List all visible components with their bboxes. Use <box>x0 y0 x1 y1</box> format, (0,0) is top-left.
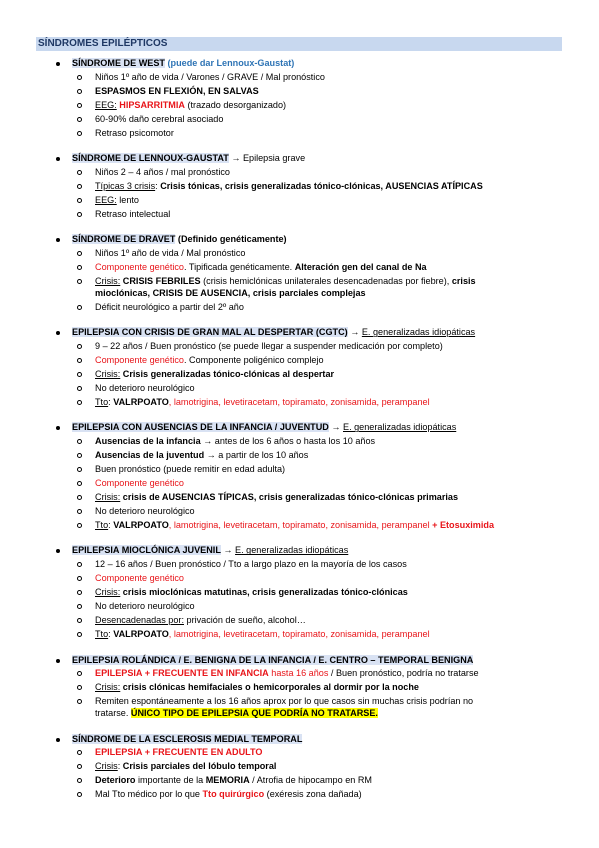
list-item <box>72 248 599 260</box>
list-item <box>72 341 599 353</box>
list-item <box>72 167 599 179</box>
text-run: No deterioro neurológico <box>95 601 195 612</box>
text-run: : <box>117 761 123 772</box>
circle-bullet-icon <box>77 671 82 676</box>
list-item <box>72 747 599 759</box>
circle-bullet-icon <box>77 400 82 405</box>
bullet-icon <box>56 549 60 553</box>
syndrome-section <box>0 734 599 802</box>
circle-bullet-icon <box>77 509 82 514</box>
circle-bullet-icon <box>77 358 82 363</box>
section-items <box>72 248 599 314</box>
item-text <box>95 195 495 207</box>
text-run: EPILEPSIA + FRECUENTE EN INFANCIA <box>95 668 269 679</box>
text-run: Componente genético <box>95 478 184 489</box>
text-run: , lamotrigina, levetiracetam, topiramato, zonisamida, perampanel <box>168 520 433 531</box>
bullet-icon <box>56 157 60 161</box>
syndrome-section <box>0 58 599 140</box>
page-title: SÍNDROMES EPILÉPTICOS <box>36 37 562 51</box>
text-run: (crisis hemiclónicas unilaterales desencadenadas por fiebre), <box>200 276 452 287</box>
item-text <box>95 128 495 140</box>
text-run: crisis mioclónicas matutinas, crisis generalizadas tónico-clónicas <box>122 587 408 598</box>
item-text <box>95 696 495 720</box>
section-heading <box>72 58 599 70</box>
list-item <box>72 761 599 773</box>
list-item <box>72 573 599 585</box>
circle-bullet-icon <box>77 604 82 609</box>
text-run: Crisis: <box>95 276 121 287</box>
section-heading-text: SÍNDROME DE LA ESCLEROSIS MEDIAL TEMPORAL <box>72 733 303 744</box>
list-item <box>72 209 599 221</box>
item-text <box>95 668 495 680</box>
section-items <box>72 341 599 409</box>
text-run: Crisis: <box>95 587 121 598</box>
text-run: : <box>155 180 161 191</box>
text-run: 12 – 16 años / Buen pronóstico / Tto a largo plazo en la mayoría de los casos <box>95 559 407 570</box>
item-text <box>95 789 495 801</box>
text-run: Tto <box>95 520 109 531</box>
classification-note: E. generalizadas idiopáticas <box>235 545 349 556</box>
circle-bullet-icon <box>77 467 82 472</box>
syndrome-section <box>0 545 599 641</box>
text-run: 9 – 22 años / Buen pronóstico (se puede llegar a suspender medicación por completo) <box>95 341 443 351</box>
circle-bullet-icon <box>77 344 82 349</box>
section-heading <box>72 234 599 246</box>
text-run: Componente genético <box>95 573 184 584</box>
text-run: Tto quirúrgico <box>202 789 265 800</box>
item-text <box>95 682 495 694</box>
text-run: : <box>108 629 114 640</box>
section-heading-text: SÍNDROME DE DRAVET <box>72 234 176 245</box>
item-text <box>95 369 495 381</box>
bullet-icon <box>56 738 60 742</box>
list-item <box>72 520 599 532</box>
section-items <box>72 72 599 140</box>
list-item <box>72 436 599 448</box>
section-heading <box>72 545 599 557</box>
item-text <box>95 587 495 599</box>
item-text <box>95 775 495 787</box>
text-run: → a partir de los 10 años <box>204 450 309 461</box>
circle-bullet-icon <box>77 618 82 623</box>
text-run: Retraso intelectual <box>95 208 171 219</box>
text-run: Déficit neurológico a partir del 2º año <box>95 301 244 312</box>
text-run: HIPSARRITMIA <box>119 99 185 110</box>
section-heading-text: EPILEPSIA MIOCLÓNICA JUVENIL <box>72 545 221 556</box>
text-run: Desencadenadas por: <box>95 615 184 626</box>
list-item <box>72 559 599 571</box>
item-text <box>95 559 495 571</box>
syndrome-section <box>0 153 599 221</box>
list-item <box>72 450 599 462</box>
list-item <box>72 629 599 641</box>
list-item <box>72 682 599 694</box>
section-heading-text: EPILEPSIA ROLÁNDICA / E. BENIGNA DE LA INFANCIA / E. CENTRO – TEMPORAL BENIGNA <box>72 654 474 665</box>
section-items <box>72 747 599 801</box>
circle-bullet-icon <box>77 562 82 567</box>
text-run: Tto <box>95 397 109 407</box>
list-item <box>72 86 599 98</box>
list-item <box>72 696 599 720</box>
list-item <box>72 492 599 504</box>
list-item <box>72 195 599 207</box>
item-text <box>95 262 495 274</box>
text-run: EPILEPSIA + FRECUENTE EN ADULTO <box>95 747 263 758</box>
item-text <box>95 181 495 193</box>
text-run: / Atrofia de hipocampo en RM <box>249 775 372 786</box>
text-run: No deterioro neurológico <box>95 383 195 393</box>
list-item <box>72 506 599 518</box>
list-item <box>72 72 599 84</box>
list-item <box>72 128 599 140</box>
circle-bullet-icon <box>77 576 82 581</box>
circle-bullet-icon <box>77 103 82 108</box>
text-run: (trazado desorganizado) <box>184 99 287 110</box>
text-run: Niños 1º año de vida / Varones / GRAVE / Mal pronóstico <box>95 71 325 82</box>
section-heading-note: (Definido genéticamente) <box>175 234 287 245</box>
text-run: importante de la <box>135 775 206 786</box>
section-items <box>72 668 599 720</box>
text-run: crisis mioclónicas, CRISIS DE AUSENCIA, crisis parciales complejas <box>95 276 476 298</box>
syndrome-section <box>0 422 599 532</box>
section-heading <box>72 327 599 339</box>
circle-bullet-icon <box>77 764 82 769</box>
text-run: . Tipificada genéticamente. <box>183 262 295 273</box>
list-item <box>72 587 599 599</box>
text-run: Ausencias de la juventud <box>95 450 205 461</box>
text-run: Niños 2 – 4 años / mal pronóstico <box>95 166 230 177</box>
classification-note: E. generalizadas idiopáticas <box>343 422 457 433</box>
text-run: ÚNICO TIPO DE EPILEPSIA QUE PODRÍA NO TRATARSE. <box>130 708 378 719</box>
list-item <box>72 302 599 314</box>
circle-bullet-icon <box>77 131 82 136</box>
circle-bullet-icon <box>77 590 82 595</box>
item-text <box>95 383 495 395</box>
syndrome-section <box>0 655 599 720</box>
bullet-icon <box>56 62 60 66</box>
item-text <box>95 506 495 518</box>
circle-bullet-icon <box>77 212 82 217</box>
circle-bullet-icon <box>77 523 82 528</box>
item-text <box>95 248 495 260</box>
section-heading-note: → E. generalizadas idiopáticas <box>220 545 349 556</box>
text-run: MEMORIA <box>205 775 250 786</box>
circle-bullet-icon <box>77 750 82 755</box>
bullet-icon <box>56 426 60 430</box>
item-text <box>95 478 495 490</box>
text-run: crisis clónicas hemifaciales o hemicorporales al dormir por la noche <box>122 682 419 693</box>
section-heading-text: EPILEPSIA CON AUSENCIAS DE LA INFANCIA / JUVENTUD <box>72 422 329 433</box>
item-text <box>95 86 495 98</box>
text-run: EEG: <box>95 194 117 205</box>
list-item <box>72 464 599 476</box>
item-text <box>95 492 495 504</box>
syndrome-section <box>0 327 599 409</box>
section-items <box>72 436 599 532</box>
text-run: Buen pronóstico (puede remitir en edad adulta) <box>95 464 286 475</box>
text-run: VALRPOATO <box>113 397 169 407</box>
circle-bullet-icon <box>77 305 82 310</box>
item-text <box>95 167 495 179</box>
circle-bullet-icon <box>77 251 82 256</box>
text-run: Tto <box>95 629 109 640</box>
item-text <box>95 114 495 126</box>
circle-bullet-icon <box>77 198 82 203</box>
text-run: , lamotrigina, levetiracetam, topiramato, zonisamida, perampanel <box>168 629 430 640</box>
circle-bullet-icon <box>77 184 82 189</box>
text-run: → antes de los 6 años o hasta los 10 años <box>200 436 376 447</box>
item-text <box>95 436 495 448</box>
list-item <box>72 615 599 627</box>
list-item <box>72 668 599 680</box>
text-run: Componente genético <box>95 262 184 273</box>
text-run: 60-90% daño cerebral asociado <box>95 113 224 124</box>
circle-bullet-icon <box>77 699 82 704</box>
text-run: lento <box>116 194 139 205</box>
item-text <box>95 520 495 532</box>
text-run: : <box>108 520 114 531</box>
circle-bullet-icon <box>77 495 82 500</box>
list-item <box>72 601 599 613</box>
circle-bullet-icon <box>77 279 82 284</box>
circle-bullet-icon <box>77 778 82 783</box>
list-item <box>72 114 599 126</box>
text-run: Componente genético <box>95 355 184 365</box>
item-text <box>95 341 495 353</box>
text-run: Ausencias de la infancia <box>95 436 201 447</box>
text-run: Niños 1º año de vida / Mal pronóstico <box>95 248 246 259</box>
text-run: Crisis parciales del lóbulo temporal <box>122 761 277 772</box>
list-item <box>72 100 599 112</box>
text-run: Mal Tto médico por lo que <box>95 789 203 800</box>
circle-bullet-icon <box>77 170 82 175</box>
item-text <box>95 397 495 409</box>
text-run: . Componente poligénico complejo <box>183 355 324 365</box>
item-text <box>95 209 495 221</box>
text-run: + Etosuximida <box>432 520 495 531</box>
text-run: ESPASMOS EN FLEXIÓN, EN SALVAS <box>95 85 259 96</box>
section-heading-note: (puede dar Lennoux-Gaustat) <box>164 58 295 68</box>
item-text <box>95 761 495 773</box>
circle-bullet-icon <box>77 386 82 391</box>
section-items <box>72 167 599 221</box>
text-run: crisis de AUSENCIAS TÍPICAS, crisis generalizadas tónico-clónicas primarias <box>122 492 459 503</box>
section-items <box>72 559 599 641</box>
text-run: Remiten espontáneamente a los 16 años aprox por lo que casos sin muchas crisis podrían no tratarse. <box>95 696 474 719</box>
circle-bullet-icon <box>77 439 82 444</box>
circle-bullet-icon <box>77 117 82 122</box>
item-text <box>95 72 495 84</box>
section-heading-text: SÍNDROME DE LENNOUX-GAUSTAT <box>72 153 229 164</box>
text-run: hasta 16 años <box>268 668 329 679</box>
list-item <box>72 262 599 274</box>
item-text <box>95 747 495 759</box>
section-heading <box>72 422 599 434</box>
circle-bullet-icon <box>77 372 82 377</box>
bullet-icon <box>56 238 60 242</box>
text-run: / Buen pronóstico, podría no tratarse <box>328 668 479 679</box>
text-run: Crisis: <box>95 369 121 379</box>
circle-bullet-icon <box>77 632 82 637</box>
text-run: privación de sueño, alcohol… <box>183 615 306 626</box>
item-text <box>95 464 495 476</box>
item-text <box>95 100 495 112</box>
section-heading-text: EPILEPSIA CON CRISIS DE GRAN MAL AL DESPERTAR (CGTC) <box>72 327 348 338</box>
section-heading <box>72 153 599 165</box>
section-heading-note: → E. generalizadas idiopáticas <box>347 327 476 338</box>
text-run: VALRPOATO <box>113 520 169 531</box>
list-item <box>72 383 599 395</box>
text-run: Crisis: <box>95 492 121 503</box>
circle-bullet-icon <box>77 481 82 486</box>
text-run: : <box>108 397 114 407</box>
circle-bullet-icon <box>77 265 82 270</box>
text-run: Alteración gen del canal de Na <box>294 262 427 273</box>
text-run: Crisis: <box>95 682 121 693</box>
syndrome-section <box>0 234 599 313</box>
text-run: Retraso psicomotor <box>95 127 174 138</box>
text-run: Crisis <box>95 761 118 772</box>
list-item <box>72 369 599 381</box>
text-run: VALRPOATO <box>113 629 169 640</box>
item-text <box>95 615 495 627</box>
item-text <box>95 573 495 585</box>
classification-note: E. generalizadas idiopáticas <box>361 327 476 338</box>
list-item <box>72 789 599 801</box>
section-heading <box>72 655 599 667</box>
section-heading-note: → E. generalizadas idiopáticas <box>328 422 457 433</box>
item-text <box>95 302 495 314</box>
circle-bullet-icon <box>77 89 82 94</box>
item-text <box>95 355 495 367</box>
list-item <box>72 276 599 300</box>
list-item <box>72 355 599 367</box>
list-item <box>72 181 599 193</box>
circle-bullet-icon <box>77 685 82 690</box>
list-item <box>72 478 599 490</box>
text-run: No deterioro neurológico <box>95 506 195 517</box>
text-run: Crisis tónicas, crisis generalizadas tónico-clónicas, AUSENCIAS ATÍPICAS <box>160 180 483 191</box>
text-run: CRISIS FEBRILES <box>122 276 201 287</box>
text-run: (exéresis zona dañada) <box>264 789 362 800</box>
item-text <box>95 276 495 300</box>
text-run: Típicas 3 crisis <box>95 180 156 191</box>
circle-bullet-icon <box>77 75 82 80</box>
text-run: , lamotrigina, levetiracetam, topiramato, zonisamida, perampanel <box>168 397 430 407</box>
section-heading-note: → Epilepsia grave <box>228 153 306 164</box>
text-run: EEG: <box>95 99 117 110</box>
bullet-icon <box>56 659 60 663</box>
text-run: Crisis generalizadas tónico-clónicas al despertar <box>122 369 335 379</box>
list-item <box>72 775 599 787</box>
item-text <box>95 629 495 641</box>
item-text <box>95 450 495 462</box>
syndrome-list <box>0 58 599 815</box>
text-run: Deterioro <box>95 775 136 786</box>
section-heading <box>72 734 599 746</box>
list-item <box>72 397 599 409</box>
bullet-icon <box>56 331 60 335</box>
circle-bullet-icon <box>77 792 82 797</box>
item-text <box>95 601 495 613</box>
circle-bullet-icon <box>77 453 82 458</box>
section-heading-text: SÍNDROME DE WEST <box>72 58 165 68</box>
